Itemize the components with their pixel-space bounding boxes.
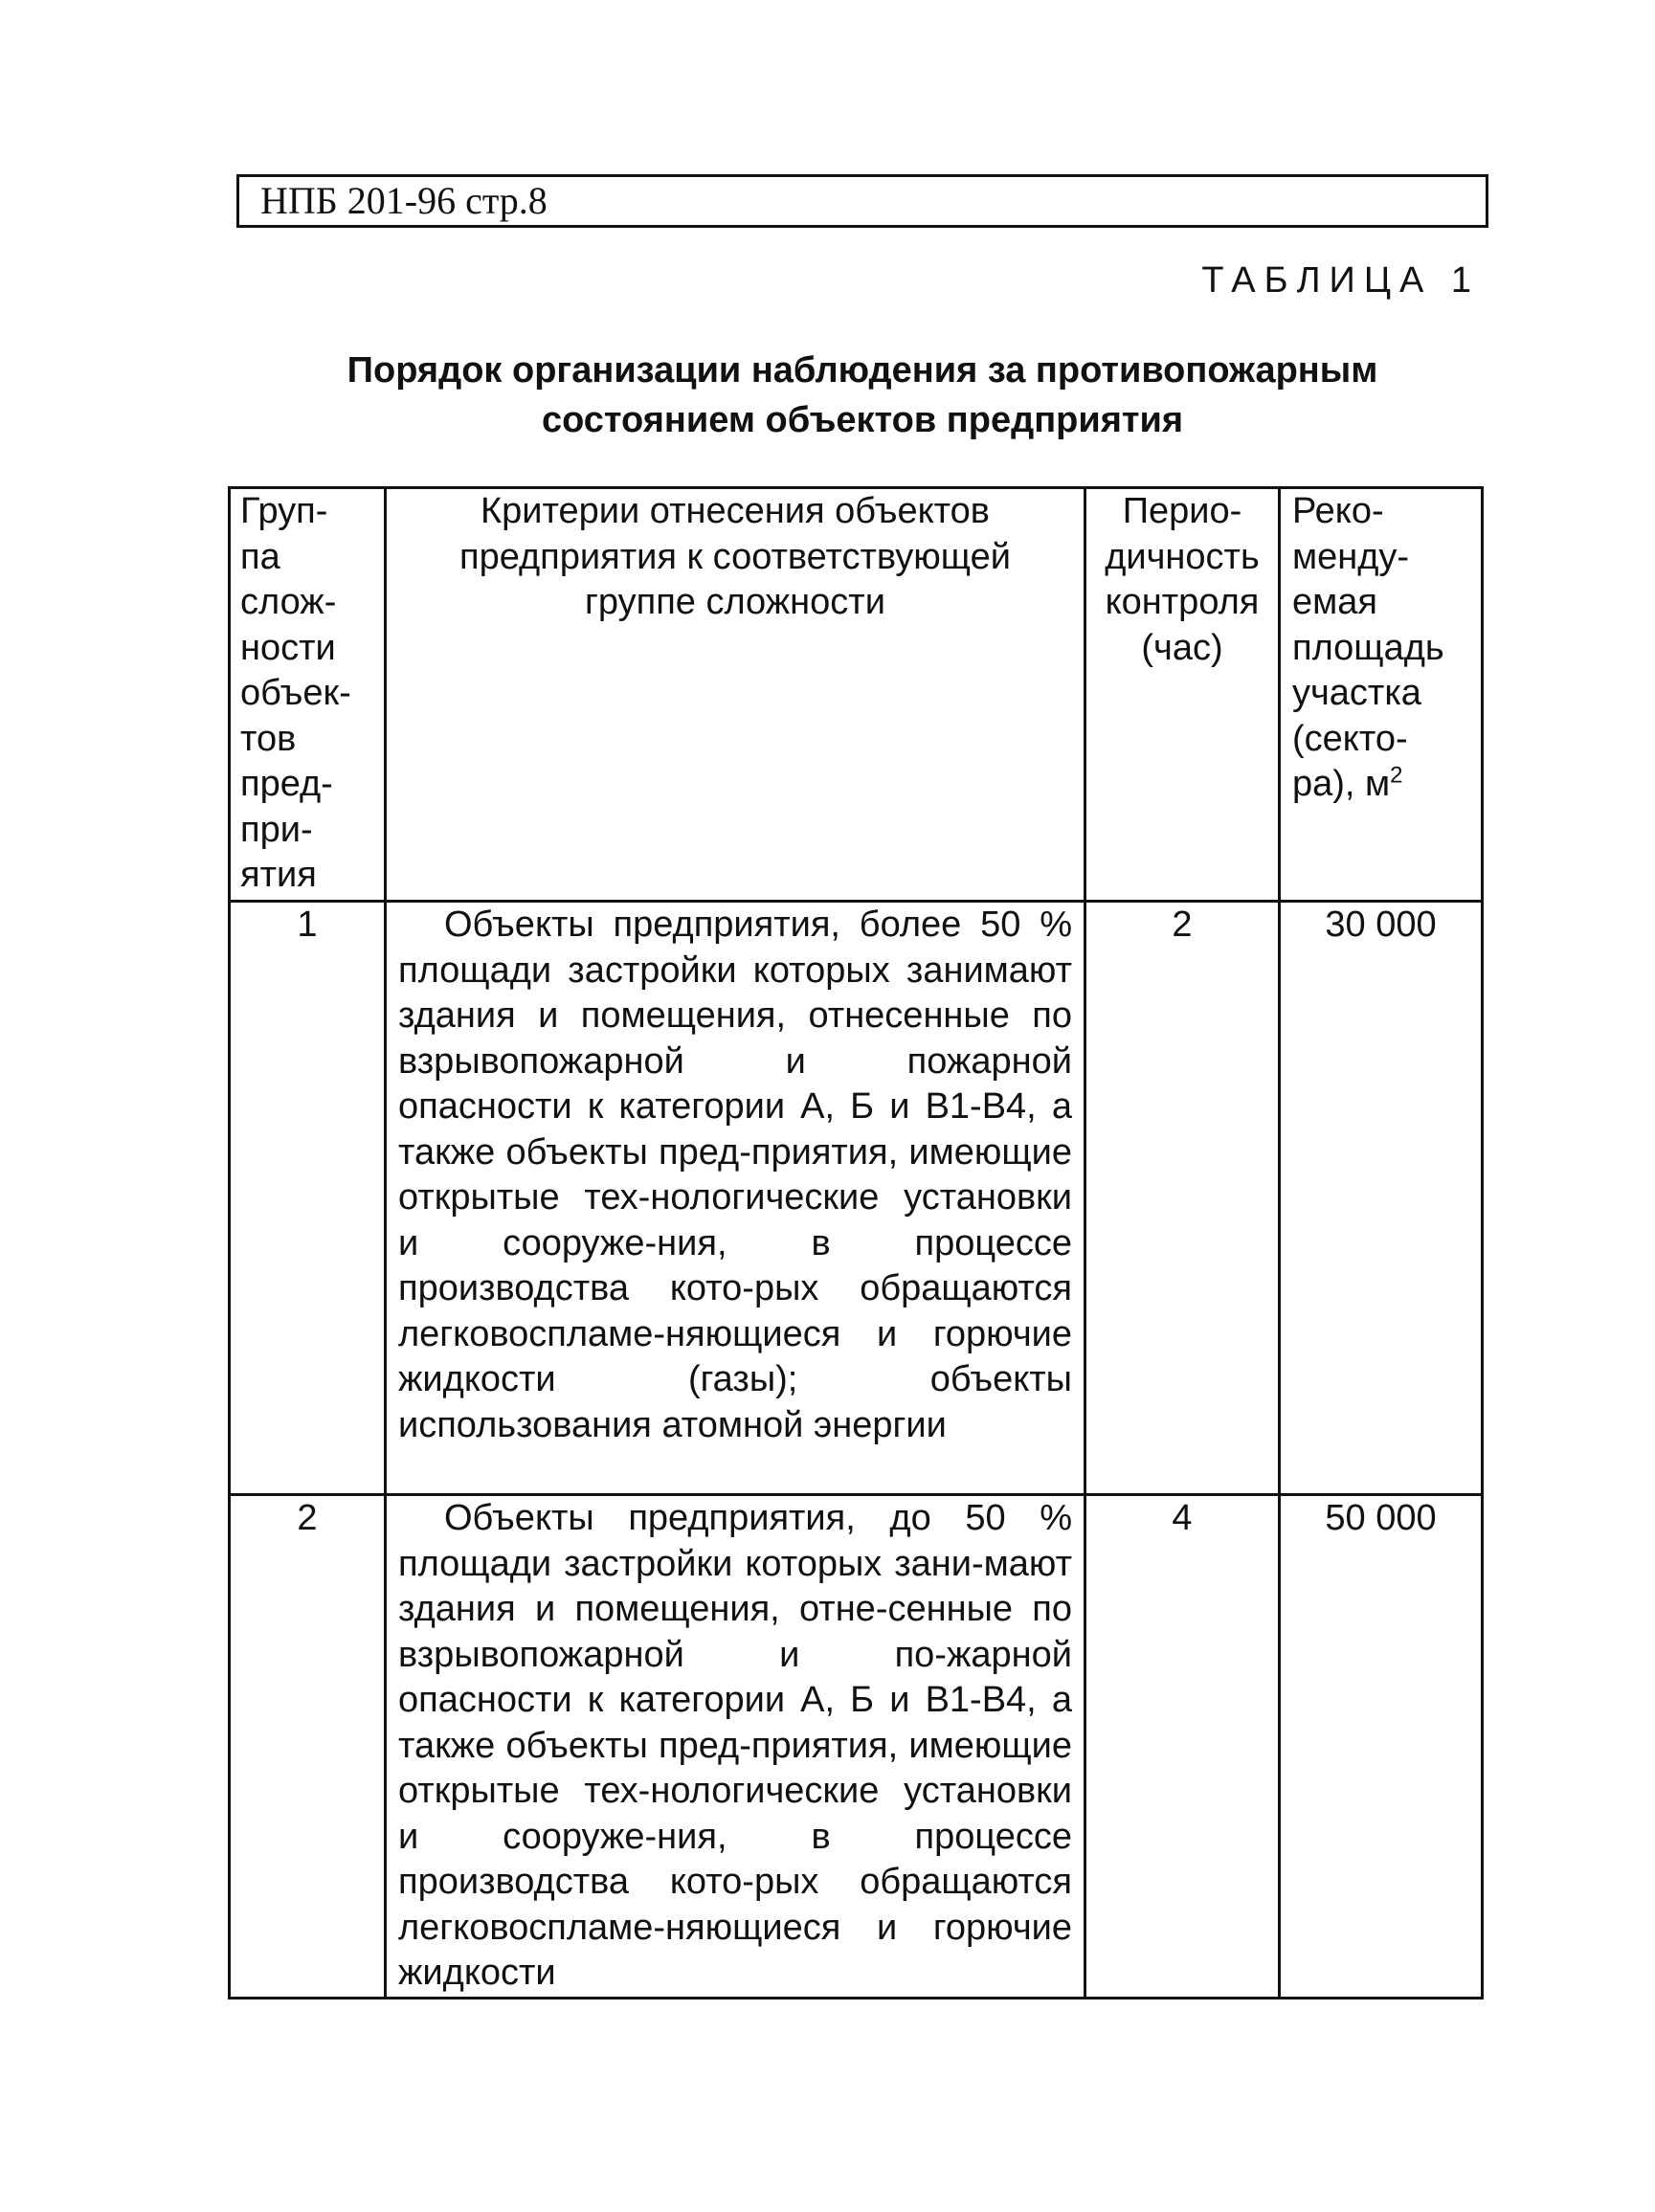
- header-group: [230, 488, 386, 902]
- row-criteria-cell: Объекты предприятия, более 50 % площади застройки которых занимают здания и помещения, отнесенные по взрывопожарной и пожарной опасности к категории А, Б и В1-В4, а также объекты пред-приятия, имеющие открытые тех-нологические установки и сооруже-ния, в процессе производства кото-рых обращаются легковоспламе-няющиеся и горючие жидкости (газы); объекты использования атомной энергии: [386, 902, 1085, 1495]
- row-criteria-cell: Объекты предприятия, до 50 % площади застройки которых зани-мают здания и помещения, отне-сенные по взрывопожарной и по-жарной опасности к категории А, Б и В1-В4, а также объекты пред-приятия, имеющие открытые тех-нологические установки и сооруже-ния, в процессе производства кото-рых обращаются легковоспламе-няющиеся и горючие жидкости: [386, 1495, 1085, 1999]
- header-area-line: Реко-: [1292, 491, 1384, 531]
- header-period: [1085, 488, 1280, 902]
- header-area-last-line: [1292, 762, 1469, 808]
- observation-table: [228, 486, 1484, 2000]
- header-area-line: менду-: [1292, 536, 1410, 577]
- header-area-line: емая: [1292, 582, 1377, 622]
- header-area-unit: ра), м: [1292, 764, 1391, 804]
- header-group-line: объек-: [240, 673, 351, 713]
- row-group-cell: 2: [230, 1495, 386, 1999]
- table-header-row: [230, 488, 1483, 902]
- table-title-line-2: состоянием объектов предприятия: [541, 400, 1184, 440]
- header-group-line: ности: [240, 627, 336, 668]
- header-criteria-line: предприятия к соответствующей: [459, 536, 1011, 577]
- header-area: [1280, 488, 1483, 902]
- table-label: ТАБЛИЦА 1: [1201, 260, 1480, 301]
- row-area-cell: 30 000: [1280, 902, 1483, 1495]
- table-row: [230, 902, 1483, 1495]
- header-area-line: (секто-: [1292, 718, 1408, 759]
- row-area-cell: 50 000: [1280, 1495, 1483, 1999]
- table-title-line-1: Порядок организации наблюдения за противопожарным: [347, 350, 1378, 391]
- header-group-line: тов: [240, 718, 297, 759]
- header-group-line: пред-: [240, 764, 333, 804]
- row-period-cell: 2: [1085, 902, 1280, 1495]
- header-area-line: участка: [1292, 673, 1421, 713]
- header-period-line: контроля: [1105, 582, 1260, 622]
- header-criteria-line: Критерии отнесения объектов: [481, 491, 990, 531]
- header-group-line: па: [240, 536, 280, 577]
- header-area-line: площадь: [1292, 627, 1444, 668]
- header-period-line: (час): [1141, 627, 1223, 668]
- header-period-line: Перио-: [1122, 491, 1242, 531]
- header-criteria-line: группе сложности: [585, 582, 885, 622]
- header-group-line: при-: [240, 809, 313, 850]
- header-area-unit-power: 2: [1390, 762, 1403, 789]
- header-criteria: [386, 488, 1085, 902]
- header-group-line: слож-: [240, 582, 337, 622]
- page-header: НПБ 201-96 стр.8: [236, 174, 1488, 228]
- header-period-line: дичность: [1105, 536, 1260, 577]
- row-period-cell: 4: [1085, 1495, 1280, 1999]
- header-group-line: Груп-: [240, 491, 328, 531]
- row-group-cell: 1: [230, 902, 386, 1495]
- header-group-line: ятия: [240, 855, 317, 895]
- table-row: [230, 1495, 1483, 1999]
